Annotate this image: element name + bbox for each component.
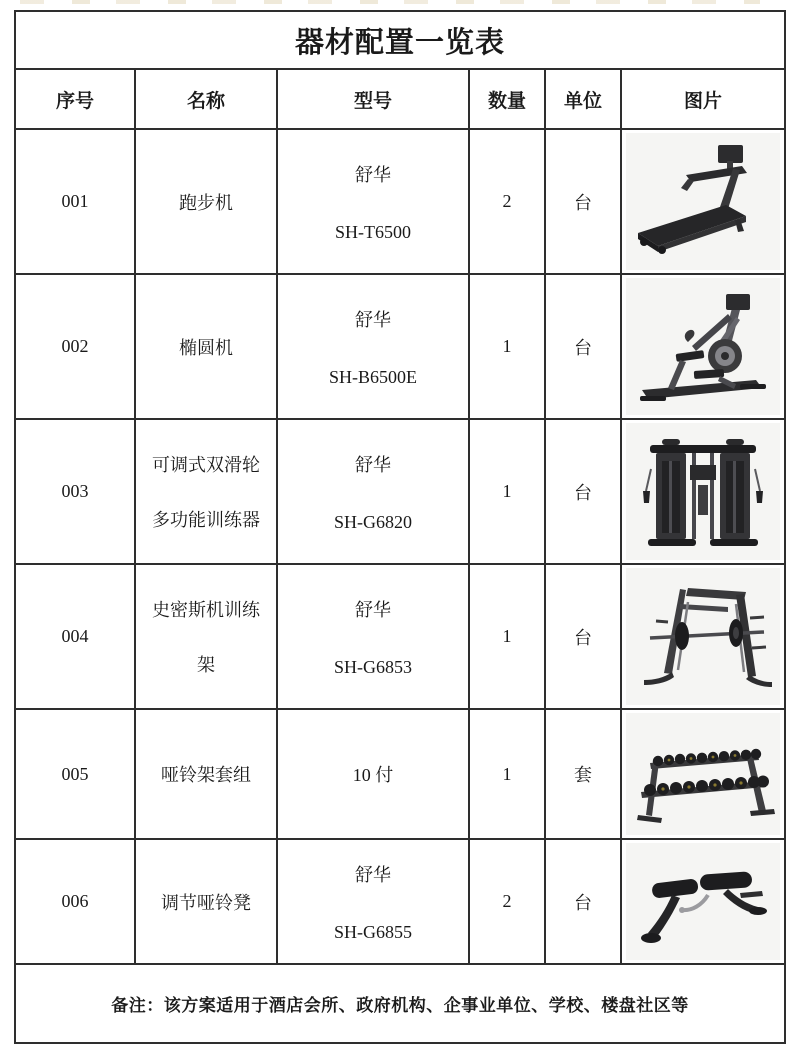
adjustable-bench-image	[626, 843, 780, 960]
model-number: SH-G6820	[333, 511, 412, 532]
elliptical-image	[626, 278, 780, 415]
model-info	[334, 451, 412, 533]
quantity: 1	[470, 565, 546, 708]
model-number: SH-G6855	[333, 921, 412, 942]
serial-number: 001	[16, 130, 136, 273]
model-number: SH-G6853	[333, 656, 412, 677]
serial-number: 006	[16, 840, 136, 963]
model-info	[334, 596, 412, 678]
equipment-name: 跑步机	[136, 130, 278, 273]
cropped-text-remnant	[20, 0, 760, 4]
quantity: 2	[470, 130, 546, 273]
remark-note: 备注：该方案适用于酒店会所、政府机构、企事业单位、学校、楼盘社区等	[111, 996, 689, 1015]
unit: 套	[546, 710, 622, 838]
brand: 舒华	[354, 454, 391, 475]
column-header-name: 名称	[136, 70, 278, 128]
page-title: 器材配置一览表	[294, 26, 505, 59]
quantity: 1	[470, 420, 546, 563]
serial-number: 004	[16, 565, 136, 708]
column-header-image: 图片	[683, 90, 722, 112]
column-header-no: 序号	[16, 70, 136, 128]
serial-number: 005	[16, 710, 136, 838]
brand: 舒华	[354, 309, 391, 330]
unit: 台	[546, 840, 622, 963]
column-header-unit: 单位	[546, 70, 622, 128]
quantity: 1	[470, 275, 546, 418]
table-row	[16, 710, 784, 840]
model-info	[334, 861, 412, 943]
equipment-name: 可调式双滑轮 多功能训练器	[152, 455, 260, 530]
model-info	[335, 161, 411, 243]
brand: 舒华	[354, 864, 391, 885]
table-title-row	[16, 12, 784, 70]
equipment-table	[14, 10, 786, 1044]
brand: 舒华	[354, 599, 391, 620]
quantity: 2	[470, 840, 546, 963]
quantity: 1	[470, 710, 546, 838]
model-number: SH-T6500	[335, 221, 411, 242]
smith-machine-image	[626, 568, 780, 705]
equipment-name: 调节哑铃凳	[136, 840, 278, 963]
table-header-row	[16, 70, 784, 130]
serial-number: 003	[16, 420, 136, 563]
column-header-qty: 数量	[470, 70, 546, 128]
equipment-name: 哑铃架套组	[136, 710, 278, 838]
table-row	[16, 565, 784, 710]
treadmill-image	[626, 133, 780, 270]
table-row	[16, 840, 784, 965]
functional-trainer-image	[626, 423, 780, 560]
table-row	[16, 420, 784, 565]
table-footer-row	[16, 965, 784, 1042]
model-info	[329, 306, 417, 388]
model-number: SH-B6500E	[328, 366, 417, 387]
brand: 舒华	[355, 164, 391, 185]
unit: 台	[546, 565, 622, 708]
table-row	[16, 130, 784, 275]
equipment-name: 史密斯机训练 架	[152, 600, 260, 675]
model-info: 10 付	[278, 710, 470, 838]
unit: 台	[546, 275, 622, 418]
equipment-name: 椭圆机	[136, 275, 278, 418]
dumbbell-rack-image	[626, 713, 780, 835]
unit: 台	[546, 420, 622, 563]
column-header-model: 型号	[278, 70, 470, 128]
unit: 台	[546, 130, 622, 273]
serial-number: 002	[16, 275, 136, 418]
table-row	[16, 275, 784, 420]
